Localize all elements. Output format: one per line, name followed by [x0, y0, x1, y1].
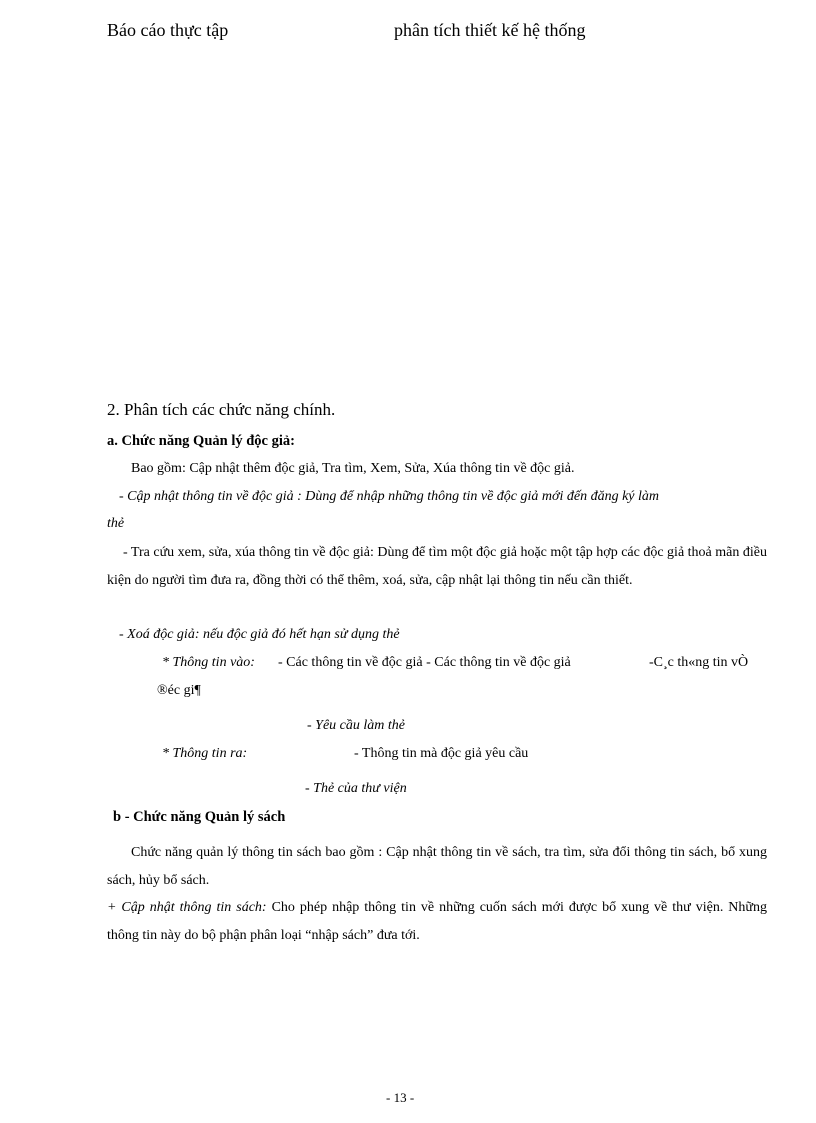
header-right-title: phân tích thiết kế hệ thống — [394, 20, 586, 40]
input-info-garbled-cont: ®éc gi¶ — [157, 683, 201, 698]
subsection-b-heading: b - Chức năng Quản lý sách — [113, 809, 286, 825]
input-info-label: * Thông tin vào: — [162, 655, 255, 670]
output-info-text: - Thông tin mà độc giả yêu cầu — [354, 746, 529, 761]
update-reader-line-cont: thẻ — [107, 516, 125, 531]
header-left-title: Báo cáo thực tập — [107, 20, 229, 40]
subsection-a-heading: a. Chức năng Quản lý độc giả: — [107, 433, 295, 449]
update-book-paragraph — [107, 894, 767, 949]
page-number: - 13 - — [386, 1090, 415, 1105]
update-reader-line: - Cập nhật thông tin về độc giả : Dùng để nhập những thông tin về độc giả mới đến đăng ký làm — [119, 489, 660, 504]
output-library-card: - Thẻ của thư viện — [305, 781, 407, 796]
update-book-text: Cho phép nhập thông tin về những cuốn sách mới được bổ xung về thư viện. Những thông tin này do bộ phận phân loại “nhập sách” đưa tới. — [107, 900, 767, 943]
section-title: 2. Phân tích các chức năng chính. — [107, 400, 336, 419]
input-info-text: - Các thông tin về độc giả - Các thông tin về độc giả — [278, 655, 571, 670]
input-info-garbled: -C¸c th«ng tin vÒ — [649, 655, 749, 670]
input-request-card: - Yêu cầu làm thẻ — [307, 718, 405, 733]
subsection-b-intro: Chức năng quản lý thông tin sách bao gồm : Cập nhật thông tin về sách, tra tìm, sửa đổi thông tin sách, bổ xung sách, hủy bổ sách. — [107, 845, 767, 888]
lookup-reader-paragraph: - Tra cứu xem, sửa, xúa thông tin về độc giả: Dùng để tìm một độc giả hoặc một tập hợp các độc giả thoả mãn điều kiện do người tìm đưa ra, đồng thời có thể thêm, xoá, sửa, cập nhật lại thông tin nếu cần thiết. — [107, 545, 767, 588]
subsection-a-intro: Bao gồm: Cập nhật thêm độc giả, Tra tìm, Xem, Sửa, Xúa thông tin về độc giả. — [131, 461, 575, 476]
update-book-label: + Cập nhật thông tin sách: — [107, 900, 267, 915]
delete-reader-line: - Xoá độc giả: nếu độc giả đó hết hạn sử dụng thẻ — [119, 627, 400, 642]
output-info-label: * Thông tin ra: — [162, 746, 248, 761]
